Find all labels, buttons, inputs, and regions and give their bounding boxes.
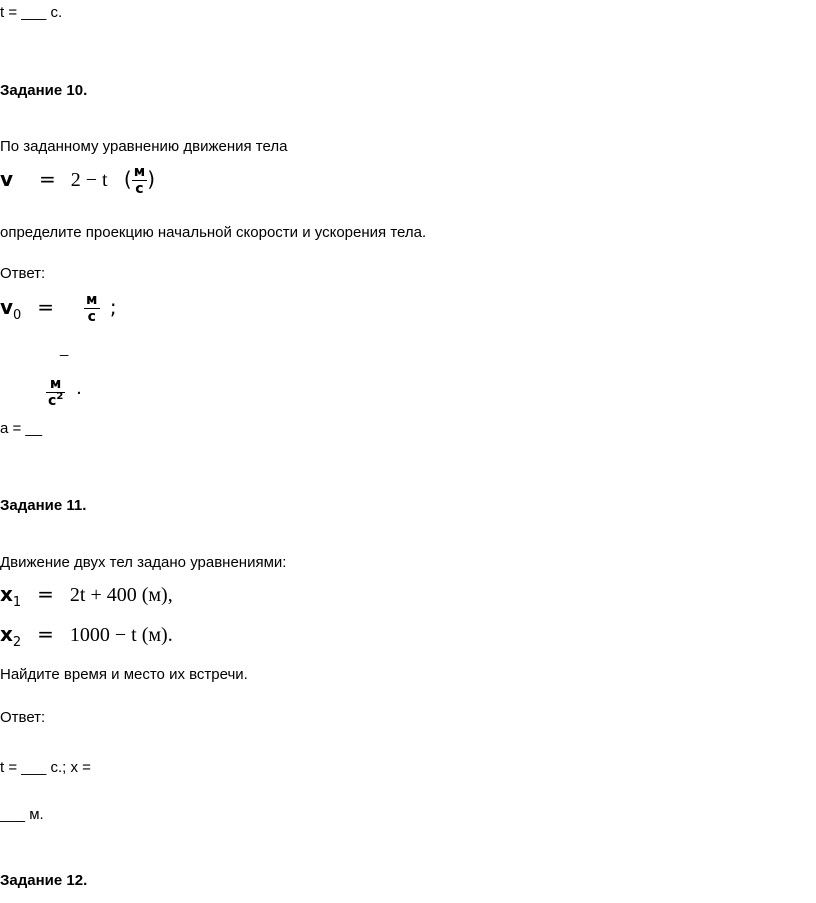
eq-unit-fraction bbox=[132, 164, 147, 197]
task11-answer-line2: ___ м. bbox=[0, 806, 44, 823]
v0-sub: 0 bbox=[13, 308, 22, 323]
v0-unit-den: с bbox=[87, 309, 96, 325]
top-answer-line: t = ___ с. bbox=[0, 4, 63, 21]
v0-equation bbox=[0, 292, 117, 325]
a-unit-num: м bbox=[49, 376, 62, 392]
eq1-lhs: x bbox=[0, 582, 13, 606]
a-answer: а = __ bbox=[0, 420, 43, 437]
eq-sign: = bbox=[38, 167, 56, 191]
eq-lhs: v bbox=[0, 167, 14, 191]
eq2-sub: 2 bbox=[12, 635, 22, 650]
task11-title: Задание 11. bbox=[0, 497, 87, 514]
eq-rhs: 2 − t bbox=[70, 169, 108, 191]
eq2-lhs: x bbox=[0, 622, 13, 646]
a-unit-fraction bbox=[46, 376, 65, 411]
v0-eq: = bbox=[37, 295, 55, 319]
task11-intro: Движение двух тел задано уравнениями: bbox=[0, 554, 287, 571]
v0-semicolon: ; bbox=[109, 295, 117, 319]
eq-open-paren: ( bbox=[123, 167, 132, 191]
eq2-sign: = bbox=[37, 622, 54, 646]
task10-title: Задание 10. bbox=[0, 82, 88, 99]
unit-denominator: с bbox=[135, 181, 144, 197]
v0-unit-num: м bbox=[86, 292, 98, 308]
eq1-sub: 1 bbox=[12, 595, 22, 610]
eq1-rhs: 2t + 400 (м), bbox=[69, 584, 173, 606]
task10-question: определите проекцию начальной скорости и ускорения тела. bbox=[0, 224, 427, 241]
unit-numerator: м bbox=[133, 164, 146, 180]
task11-question: Найдите время и место их встречи. bbox=[0, 666, 248, 683]
task12-title: Задание 12. bbox=[0, 872, 88, 889]
task11-eq2 bbox=[0, 622, 173, 650]
v0-lhs: v bbox=[0, 295, 14, 319]
task11-eq1 bbox=[0, 582, 173, 610]
eq1-sign: = bbox=[37, 582, 54, 606]
task10-answer-label: Ответ: bbox=[0, 265, 46, 282]
a-unit bbox=[46, 376, 82, 411]
task11-answer-line1: t = ___ с.; x = bbox=[0, 759, 91, 776]
task11-answer-label: Ответ: bbox=[0, 709, 46, 726]
eq-close-paren: ) bbox=[147, 167, 155, 191]
a-unit-den: с bbox=[48, 393, 57, 409]
task10-intro: По заданному уравнению движения тела bbox=[0, 138, 288, 155]
v0-blank: _ bbox=[60, 340, 69, 357]
a-period: . bbox=[76, 378, 82, 399]
eq2-rhs: 1000 − t (м). bbox=[69, 624, 173, 646]
v0-unit-fraction bbox=[84, 292, 99, 325]
a-unit-den-sup: 2 bbox=[56, 391, 64, 402]
task10-equation bbox=[0, 164, 155, 197]
